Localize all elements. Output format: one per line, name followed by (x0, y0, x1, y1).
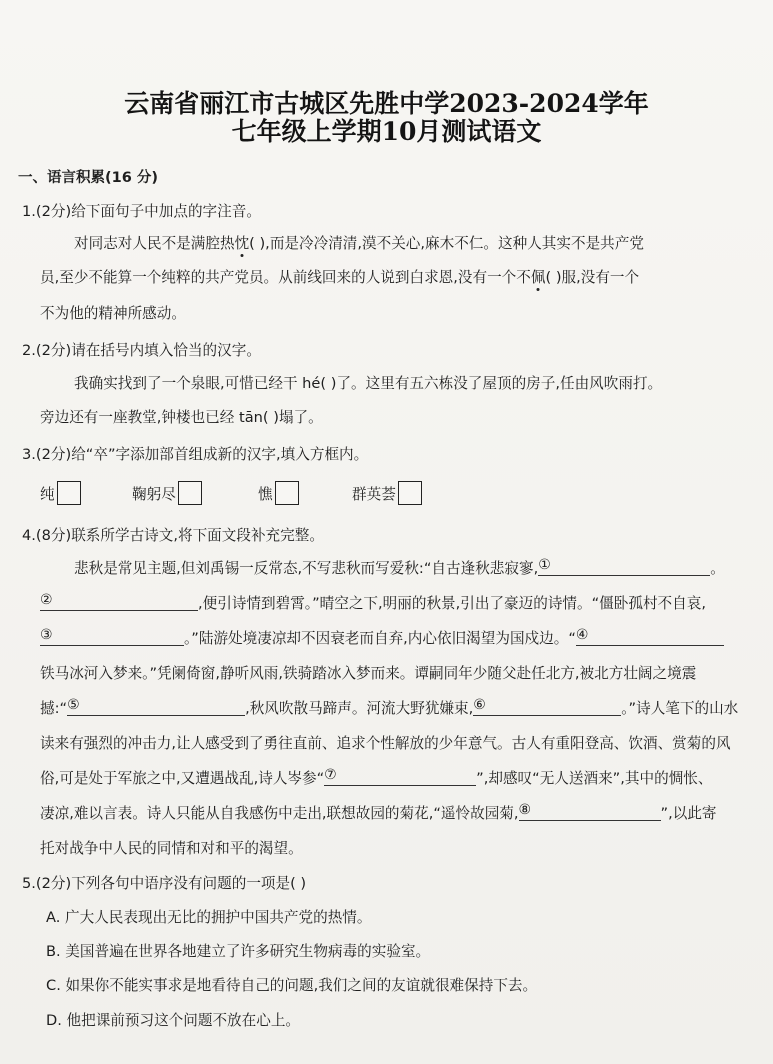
q4-line2-text: ,便引诗情到碧霄。”晴空之下,明丽的秋景,引出了豪迈的诗情。“僵卧孤村不自哀, (198, 595, 706, 612)
q4-line8-b: ”,以此寄 (660, 805, 717, 822)
q4-line2 (40, 592, 706, 613)
q4-line8 (40, 802, 717, 823)
q5-option-b[interactable]: B. 美国普遍在世界各地建立了许多研究生物病毒的实验室。 (46, 943, 431, 960)
q3-item-1 (40, 481, 81, 505)
q4-line1 (74, 557, 725, 578)
q3-item-4 (352, 481, 422, 505)
q4-line5-b: ,秋风吹散马蹄声。河流大野犹嫌束, (245, 700, 474, 717)
blank-4[interactable] (576, 629, 724, 646)
answer-box-1[interactable] (57, 481, 81, 505)
q2-stem: 2.(2分)请在括号内填入恰当的汉字。 (22, 342, 261, 359)
q5-option-c[interactable]: C. 如果你不能实事求是地看待自己的问题,我们之间的友谊就很难保持下去。 (46, 977, 538, 994)
q4-line8-a: 凄凉,难以言表。诗人只能从自我感伤中走出,联想故园的菊花,“遥怜故园菊, (40, 805, 519, 822)
q1-line2-b[interactable]: ( )服,没有一个 (545, 269, 640, 286)
blank-8-number: ⑧ (518, 802, 532, 818)
q5-option-a[interactable]: A. 广大人民表现出无比的拥护中国共产党的热情。 (46, 909, 372, 926)
answer-box-2[interactable] (178, 481, 202, 505)
q4-line3 (40, 627, 724, 648)
blank-7[interactable] (324, 769, 476, 786)
q1-line2 (40, 266, 639, 287)
page-title-line2: 七年级上学期10月测试语文 (231, 117, 542, 146)
q4-line3-text: 。”陆游处境凄凉却不因衰老而自弃,内心依旧渴望为国戍边。“ (184, 630, 576, 647)
q3-stem: 3.(2分)给“卒”字添加部首组成新的汉字,填入方框内。 (22, 446, 369, 463)
section-heading: 一、语言积累(16 分) (18, 170, 158, 186)
q1-dotted-char-2: 佩 (530, 269, 546, 286)
answer-box-4[interactable] (398, 481, 422, 505)
q1-line1 (74, 232, 644, 253)
q2-line2[interactable]: 旁边还有一座教堂,钟楼也已经 tān( )塌了。 (40, 409, 323, 426)
q3-item-2-label: 鞠躬尽 (132, 486, 176, 503)
q1-line2-a: 员,至少不能算一个纯粹的共产党员。从前线回来的人说到白求恩,没有一个不 (40, 269, 531, 286)
q1-stem: 1.(2分)给下面句子中加点的字注音。 (22, 203, 261, 220)
page-title-line1: 云南省丽江市古城区先胜中学2023-2024学年 (124, 89, 649, 118)
q3-item-2 (132, 481, 202, 505)
q4-line9: 托对战争中人民的同情和对和平的渴望。 (40, 840, 303, 857)
q1-line1-b[interactable]: ( ),而是冷冷清清,漠不关心,麻木不仁。这种人其实不是共产党 (249, 235, 644, 252)
q4-line1-text: 悲秋是常见主题,但刘禹锡一反常态,不写悲秋而写爱秋:“自古逢秋悲寂寥, (74, 560, 539, 577)
answer-box-3[interactable] (275, 481, 299, 505)
q3-item-3 (258, 481, 299, 505)
q5-option-d[interactable]: D. 他把课前预习这个问题不放在心上。 (46, 1012, 301, 1029)
blank-3-number: ③ (40, 627, 53, 643)
q1-dotted-char-1: 忱 (234, 235, 250, 252)
q4-line5-c: 。”诗人笔下的山水 (621, 700, 739, 717)
q4-line4: 铁马冰河入梦来。”凭阑倚窗,静听风雨,铁骑踏冰入梦而来。谭嗣同年少随父赴任北方,被北方壮阔之境震 (40, 665, 697, 682)
blank-1-number: ① (538, 557, 551, 573)
q2-line1[interactable]: 我确实找到了一个泉眼,可惜已经干 hé( )了。这里有五六栋没了屋顶的房子,任由风吹雨打。 (74, 375, 663, 392)
blank-5[interactable] (67, 699, 245, 716)
blank-3[interactable] (40, 629, 184, 646)
blank-7-number: ⑦ (324, 767, 337, 783)
blank-2-number: ② (40, 592, 53, 608)
blank-4-number: ④ (575, 627, 589, 643)
q4-line7 (40, 767, 712, 788)
q4-stem: 4.(8分)联系所学古诗文,将下面文段补充完整。 (22, 527, 324, 544)
q3-item-4-label: 群英荟 (352, 486, 396, 503)
q3-item-3-label: 憔 (258, 486, 273, 503)
q4-line1-end: 。 (710, 560, 725, 577)
q1-line3: 不为他的精神所感动。 (40, 305, 186, 322)
blank-6-number: ⑥ (473, 697, 486, 713)
blank-2[interactable] (40, 594, 198, 611)
q4-line5 (40, 697, 738, 718)
q4-line7-b: ”,却感叹“无人送酒来”,其中的惆怅、 (476, 770, 713, 787)
blank-6[interactable] (473, 699, 621, 716)
q4-line5-a: 撼:“ (40, 700, 68, 717)
blank-5-number: ⑤ (67, 697, 80, 713)
blank-1[interactable] (538, 559, 710, 576)
q3-item-1-label: 纯 (40, 486, 55, 503)
q4-line7-a: 俗,可是处于军旅之中,又遭遇战乱,诗人岑参“ (40, 770, 325, 787)
q5-stem: 5.(2分)下列各句中语序没有问题的一项是( ) (22, 875, 307, 892)
blank-8[interactable] (519, 804, 661, 821)
q4-line6: 读来有强烈的冲击力,让人感受到了勇往直前、追求个性解放的少年意气。古人有重阳登高、饮酒、赏菊的风 (40, 735, 731, 752)
q1-line1-a: 对同志对人民不是满腔热 (74, 235, 235, 252)
